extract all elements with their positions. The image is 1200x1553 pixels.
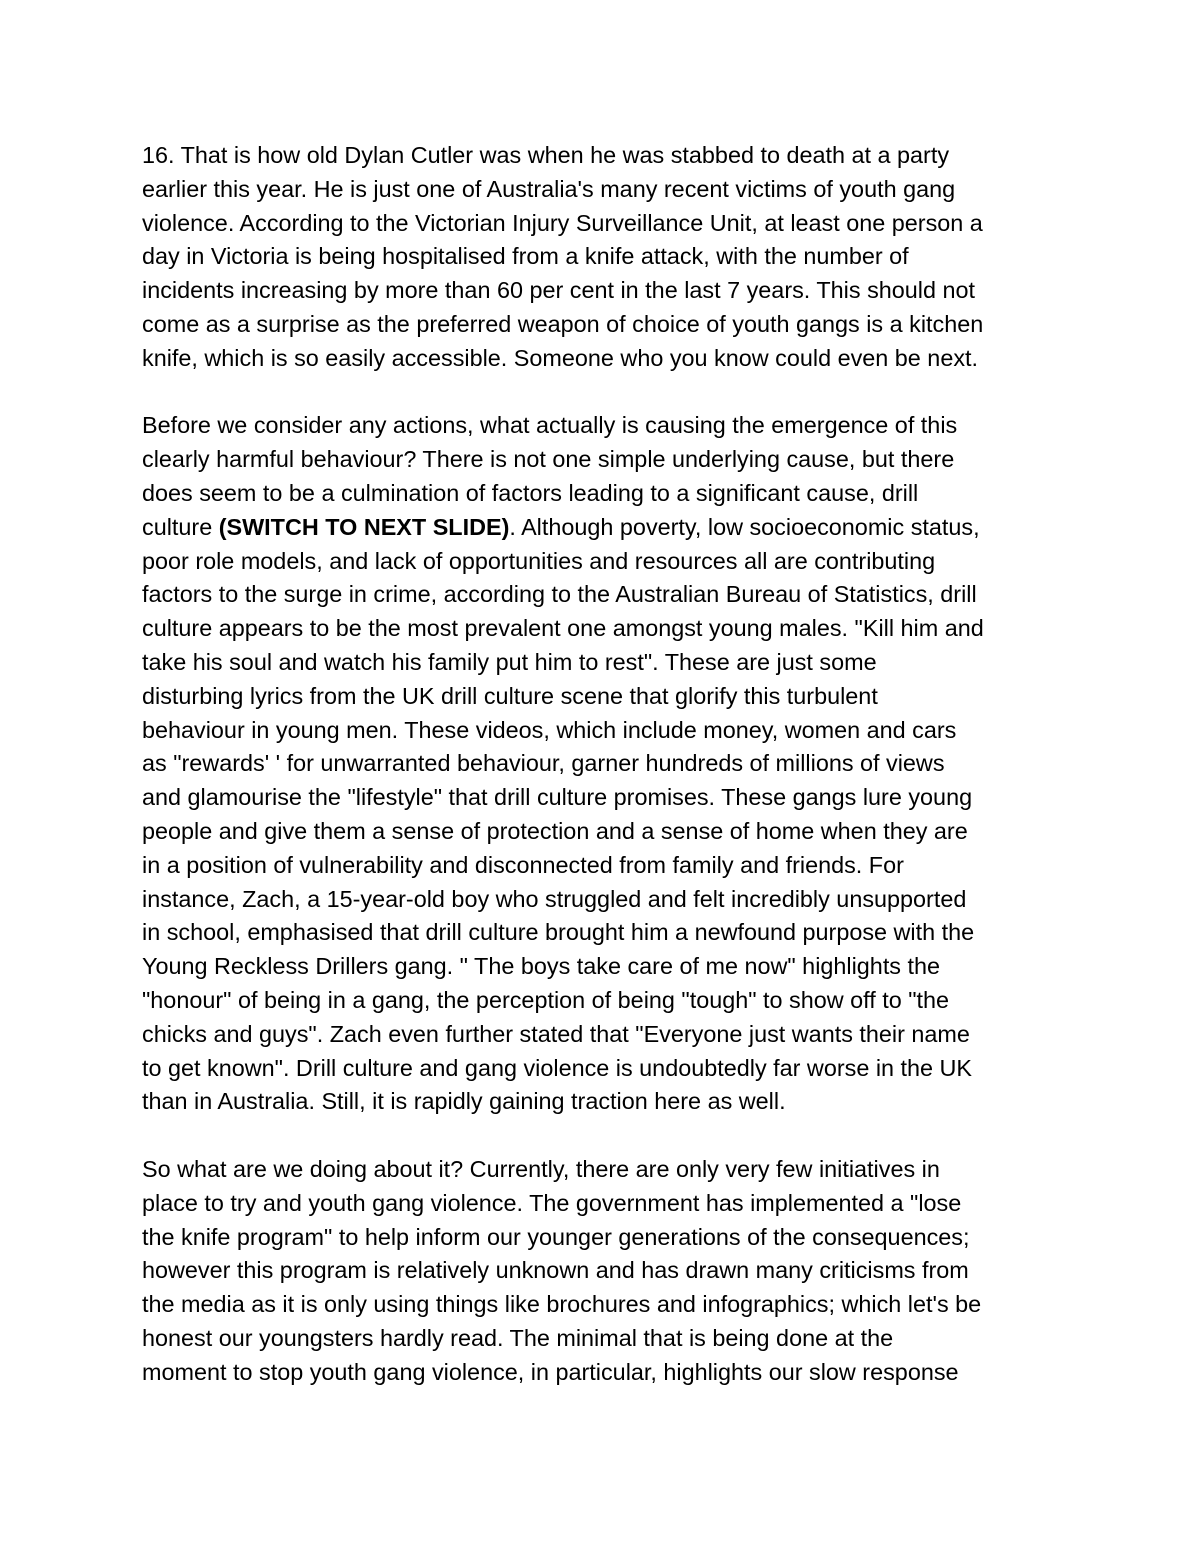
text-line: So what are we doing about it? Currently, there are only very few initiatives in xyxy=(142,1155,940,1182)
text-line: "honour" of being in a gang, the perception of being "tough" to show off to "the xyxy=(142,986,950,1013)
text-line: honest our youngsters hardly read. The minimal that is being done at the xyxy=(142,1324,894,1351)
text-line: chicks and guys". Zach even further stated that "Everyone just wants their name xyxy=(142,1020,970,1047)
text-line: as "rewards' ' for unwarranted behaviour, garner hundreds of millions of views xyxy=(142,750,945,777)
text-line: in a position of vulnerability and disconnected from family and friends. For xyxy=(142,851,904,878)
text-line: earlier this year. He is just one of Australia's many recent victims of youth gang xyxy=(142,175,956,202)
text-segment: . Although poverty, low socioeconomic status, xyxy=(509,513,980,540)
text-line: instance, Zach, a 15-year-old boy who struggled and felt incredibly unsupported xyxy=(142,885,967,912)
text-line: people and give them a sense of protection and a sense of home when they are xyxy=(142,817,968,844)
text-line: in school, emphasised that drill culture brought him a newfound purpose with the xyxy=(142,919,975,946)
text-line: poor role models, and lack of opportunities and resources all are contributing xyxy=(142,547,936,574)
text-line: violence. According to the Victorian Injury Surveillance Unit, at least one person a xyxy=(142,209,983,236)
text-line: clearly harmful behaviour? There is not one simple underlying cause, but there xyxy=(142,446,955,473)
text-line: to get known". Drill culture and gang violence is undoubtedly far worse in the UK xyxy=(142,1054,973,1081)
text-segment: culture xyxy=(142,513,219,540)
text-line: moment to stop youth gang violence, in particular, highlights our slow response xyxy=(142,1358,959,1385)
paragraph-intro xyxy=(142,139,1072,376)
text-line: the knife program" to help inform our younger generations of the consequences; xyxy=(142,1223,970,1250)
document-body xyxy=(142,139,1072,1423)
slide-cue: (SWITCH TO NEXT SLIDE) xyxy=(218,513,510,540)
text-line: incidents increasing by more than 60 per cent in the last 7 years. This should not xyxy=(142,277,976,304)
text-line: take his soul and watch his family put him to rest". These are just some xyxy=(142,648,877,675)
text-line: behaviour in young men. These videos, which include money, women and cars xyxy=(142,716,957,743)
text-line: 16. That is how old Dylan Cutler was when he was stabbed to death at a party xyxy=(142,142,950,168)
text-line: disturbing lyrics from the UK drill culture scene that glorify this turbulent xyxy=(142,682,878,709)
text-line: and glamourise the "lifestyle" that drill culture promises. These gangs lure young xyxy=(142,784,973,811)
text-line: culture appears to be the most prevalent one amongst young males. "Kill him and xyxy=(142,615,984,642)
text-line-with-slide-cue xyxy=(142,511,1072,545)
text-line: than in Australia. Still, it is rapidly gaining traction here as well. xyxy=(142,1088,786,1115)
text-line: Before we consider any actions, what actually is causing the emergence of this xyxy=(142,412,958,439)
text-line: day in Victoria is being hospitalised from a knife attack, with the number of xyxy=(142,243,909,270)
text-line: place to try and youth gang violence. The government has implemented a "lose xyxy=(142,1189,962,1216)
text-line: knife, which is so easily accessible. Someone who you know could even be next. xyxy=(142,344,979,371)
text-line: the media as it is only using things like brochures and infographics; which let's be xyxy=(142,1291,982,1318)
paragraph-response xyxy=(142,1153,1072,1390)
paragraph-causes xyxy=(142,409,1072,1119)
text-line: factors to the surge in crime, according to the Australian Bureau of Statistics, drill xyxy=(142,581,977,608)
text-line: however this program is relatively unknown and has drawn many criticisms from xyxy=(142,1257,969,1284)
text-line: Young Reckless Drillers gang. " The boys take care of me now" highlights the xyxy=(142,953,941,980)
text-line: come as a surprise as the preferred weapon of choice of youth gangs is a kitchen xyxy=(142,310,984,337)
text-line: does seem to be a culmination of factors leading to a significant cause, drill xyxy=(142,479,919,506)
